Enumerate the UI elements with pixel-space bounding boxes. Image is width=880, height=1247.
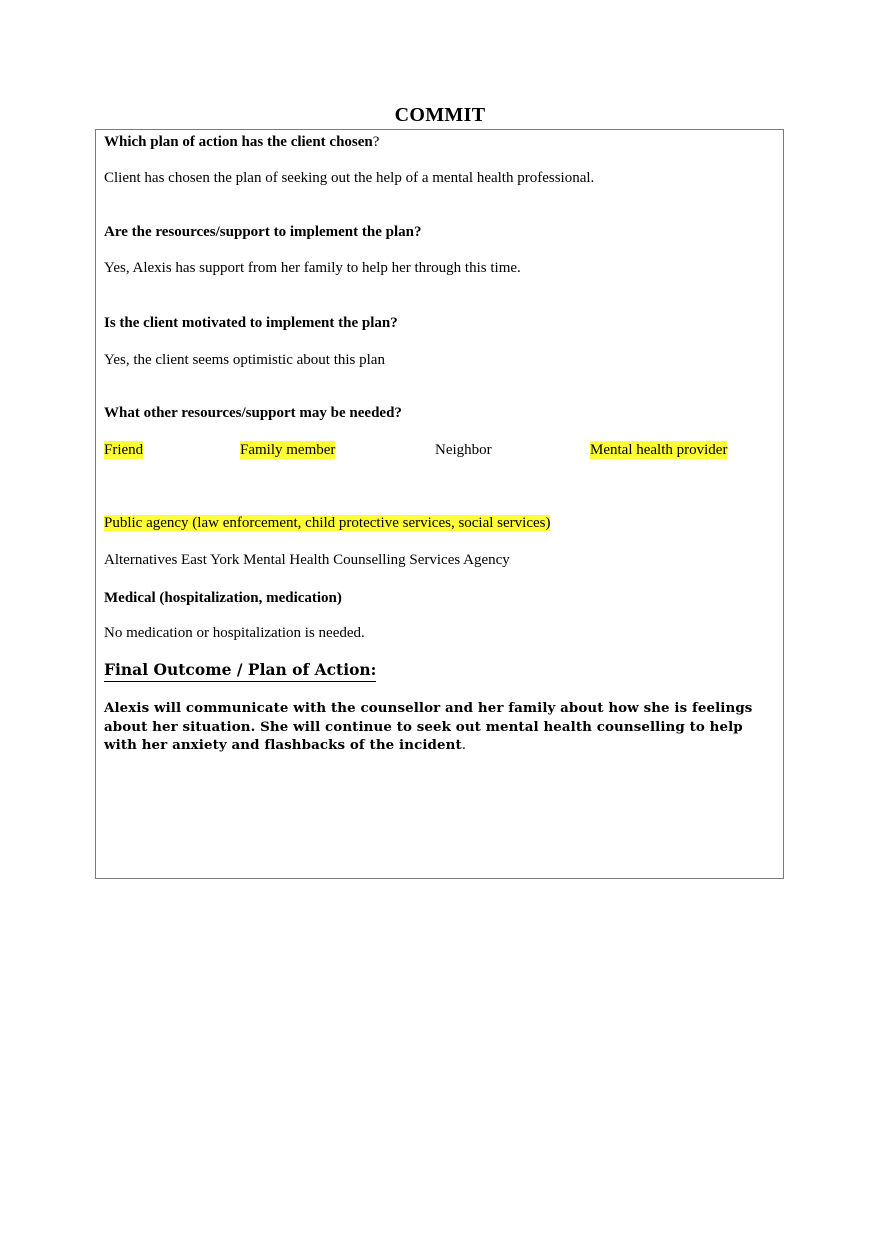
- plan-chosen-question-text: Which plan of action has the client chosen: [104, 134, 373, 150]
- motivation-question: Is the client motivated to implement the plan?: [104, 315, 398, 331]
- agency-detail[interactable]: Alternatives East York Mental Health Counselling Services Agency: [104, 552, 510, 568]
- medical-answer[interactable]: No medication or hospitalization is needed.: [104, 625, 365, 641]
- final-outcome-heading: Final Outcome / Plan of Action:: [104, 659, 376, 682]
- other-resources-question: What other resources/support may be needed?: [104, 405, 402, 421]
- final-outcome-period: .: [461, 738, 467, 753]
- option-neighbor[interactable]: Neighbor: [435, 442, 492, 458]
- page-title: COMMIT: [394, 104, 486, 126]
- final-outcome-body: Alexis will communicate with the counsellor and her family about how she is feelings about her situation. She will continue to seek out mental health counselling to help with her anxiety and flashbacks of the incident: [104, 700, 753, 753]
- resources-answer[interactable]: Yes, Alexis has support from her family to help her through this time.: [104, 260, 521, 276]
- medical-question: Medical (hospitalization, medication): [104, 590, 342, 606]
- plan-chosen-answer[interactable]: Client has chosen the plan of seeking out the help of a mental health professional.: [104, 170, 595, 186]
- plan-chosen-question-mark: ?: [372, 134, 380, 150]
- commit-form: [95, 129, 784, 879]
- option-public-agency[interactable]: Public agency (law enforcement, child protective services, social services): [104, 515, 551, 531]
- option-friend[interactable]: Friend: [104, 442, 144, 458]
- resources-question: Are the resources/support to implement the plan?: [104, 224, 422, 240]
- motivation-answer[interactable]: Yes, the client seems optimistic about this plan: [104, 352, 385, 368]
- final-outcome-text[interactable]: [104, 699, 764, 756]
- option-mental-health-provider[interactable]: Mental health provider: [590, 442, 728, 458]
- option-family-member[interactable]: Family member: [240, 442, 336, 458]
- plan-chosen-question: [104, 133, 379, 151]
